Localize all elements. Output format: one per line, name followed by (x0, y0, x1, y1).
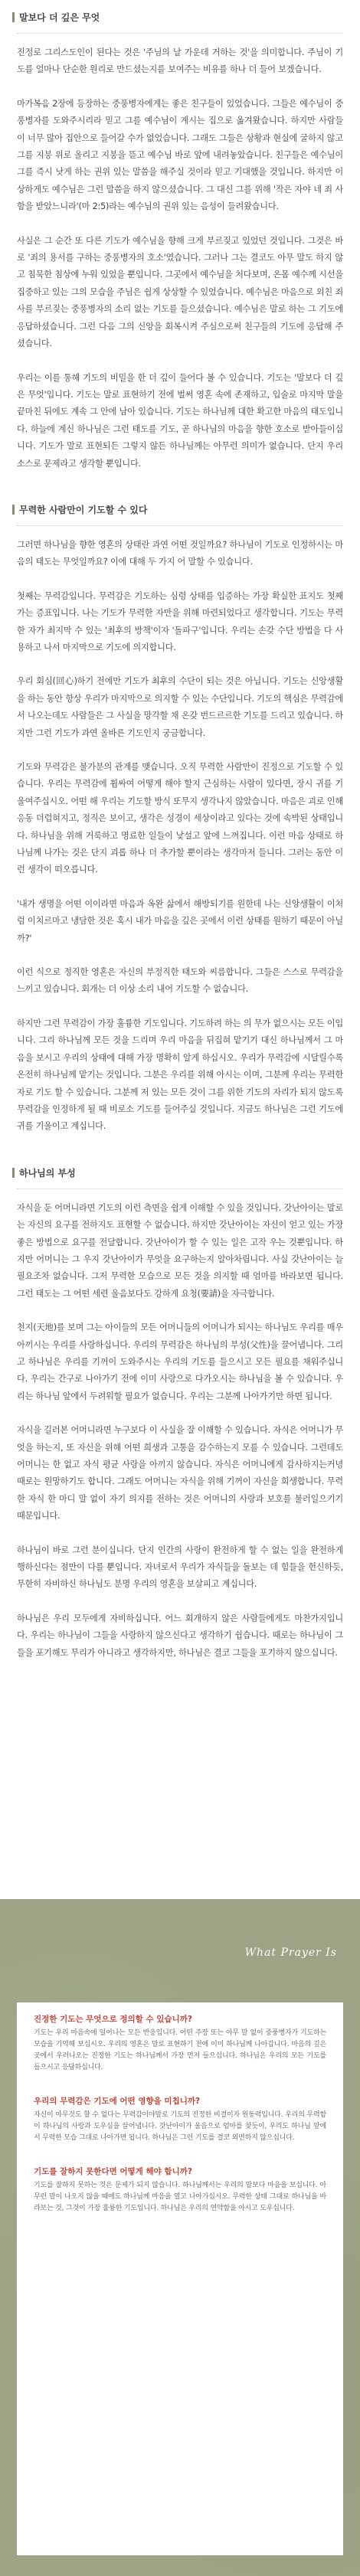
panel-banner (0, 1899, 360, 2002)
section-heading (12, 503, 343, 516)
panel-heading: What Prayer Is (244, 1947, 337, 1959)
faq-question: 우리의 무력감은 기도에 어떤 영향을 미칩니까? (34, 2097, 201, 2106)
faq-item (34, 2095, 326, 2144)
paragraph: 자식을 둔 어머니라면 기도의 이런 측면을 쉽게 이해할 수 있을 것입니다. 갓난아이는 말로는 자신의 요구를 전하지도 표현할 수 없습니다. 하지만 갓난아이는 자신이 얻고 있는 가장 좋은 방법으로 요구를 전달합니다. 갓난아이가 할 수 있는 일은 고작 우는 것뿐입니다. 하지만 어머니는 그 우지 갓난아이가 무엇을 요구하는지 알아차립니다. 사실 갓난아이는 늘 필요조차 없습니다. 그저 무력한 모습으로 모든 것을 의지할 때 엄마를 바라보면 됩니다. 그런 태도는 그 어떤 세련 울음보다도 강하게 요청(要請)을 자극합니다. (17, 1202, 343, 1299)
section-deeper-than-words (17, 11, 343, 472)
faq-question: 기도를 잘하지 못한다면 어떻게 해야 합니까? (34, 2167, 192, 2176)
section-heading-text: 무력한 사람만이 기도할 수 있다 (19, 504, 148, 515)
section-fatherhood-of-god (17, 1166, 343, 1662)
heading-bullet-icon (12, 1168, 15, 1178)
faq-answer: 자신이 아무것도 할 수 없다는 무력감이야말로 기도의 진정한 비결이자 원동력입니다. 우리의 무력함이 하나님의 사랑과 도우심을 끌어냅니다. 갓난아이가 울음으로 엄마를 찾듯이, 우리도 하나님 앞에서 무력한 모습 그대로 나아가면 됩니다. 하나님은 그런 기도를 결코 외면하지 않으십니다. (34, 2111, 326, 2142)
paragraph: 하지만 그런 무력감이 가장 훌륭한 기도입니다. 기도하려 하는 의 무가 없으시는 모든 이입니다. 그리 하나님께 모든 것을 드리며 우리 마음을 뒤집혀 맡기기 대신 하나님께서 그 마음을 보시고 우리의 상태에 대해 가장 명확히 알게 하십시오. 우리가 무력감에 시달릴수록 온전히 하나님께 맡기는 것입니다. 그분은 우리를 위해 아시는 이며, 그분께 우리는 무력한 자로 기도 할 수 있습니다. 그분께 저 있는 모든 것이 그를 위한 기도의 자리가 되지 않도록 무력감을 인정하게 될 때 비로소 기도를 들어주실 것입니다. 지금도 하나님은 그런 기도에 귀를 기울이고 계십니다. (17, 1018, 343, 1132)
heading-bullet-icon (12, 12, 15, 22)
paragraph: 진정로 그리스도인이 된다는 것은 '주님의 날 가운데 거하는 것'을 의미합니다. 주님이 기도를 얼마나 단순한 원리로 만드셨는지를 보여주는 비유를 하나 더 들어 보겠습니다. (17, 47, 343, 75)
faq-question: 진정한 기도는 무엇으로 정의할 수 있습니까? (34, 2015, 192, 2024)
faq-item (34, 2013, 326, 2074)
paragraph: 하나님은 우리 모두에게 자비하십니다. 어느 회개하지 않은 사람들에게도 마찬가지입니다. 우리는 하나님이 그들을 사랑하지 않으신다고 생각하기 쉽습니다. 때로는 하나님이 그들을 포기해도 무리가 아니라고 생각하지만, 하나님은 결코 그들을 포기하지 않으십니다. (17, 1613, 343, 1658)
paragraph: 자식을 길러본 어머니라면 누구보다 이 사실을 잘 이해할 수 있습니다. 자식은 어머니가 무엇을 하는지, 또 자신을 위해 어떤 희생과 고통을 감수하는지 모를 수 있습니다. 그런데도 어머니는 한 없고 자식 평균 사랑을 아끼지 않습니다. 자식은 어머니에게 감사하지는커녕 때로는 원망하기도 합니다. 그래도 어머니는 자식을 위해 기꺼이 자신을 희생합니다. 무력한 자식 한 마디 말 없이 자기 의지를 전하는 것은 어머니의 사랑과 보호를 불러일으키기 때문입니다. (17, 1425, 343, 1522)
paragraph: 그러면 하나님을 향한 영혼의 상태란 과연 어떤 것일까요? 하나님이 기도로 인정하시는 마음의 태도는 무엇일까요? 이에 대해 두 가지 어 말할 수 있습니다. (17, 539, 343, 567)
paragraph: 이런 식으로 정직한 영혼은 자신의 부정직한 태도와 씨름합니다. 그들은 스스로 무력감을 느끼고 있습니다. 회개는 더 이상 소리 내어 기도할 수 없습니다. (17, 967, 343, 995)
paragraph: 하나님이 바로 그런 분이십니다. 단지 인간의 사랑이 완전하게 할 수 없는 일을 완전하게 행하신다는 점만이 다를 뿐입니다. 자녀로서 우리가 자식들을 돌보는 데 힘들을 헌신하듯, 무한히 자비하신 하나님도 분명 우리의 영혼을 보살피고 계십니다. (17, 1545, 343, 1590)
section-heading-text: 말보다 더 깊은 무엇 (19, 12, 100, 23)
paragraph: 천지(天地)를 보며 그는 아이들의 모든 어머니들의 어머니가 되시는 하나님도 우리를 매우 아끼시는 우리를 사랑하십니다. 우리의 무력감은 하나님의 부성(父性)을 끌어냅니다. 그리고 하나님은 우리를 기꺼이 도와주시는 우리의 기도를 들으시고 모든 필요를 채워주십니다. 우리는 간구로 나아가기 전에 이미 사랑으로 다가오시는 하나님을 볼 수 있습니다. 우리는 하나님 앞에서 두려워할 필요가 없습니다. 우리는 그분께 나아가기만 하면 됩니다. (17, 1322, 343, 1401)
divider (17, 525, 343, 526)
paragraph: 우리 회심(回心)하기 전에만 기도가 최후의 수단이 되는 것은 아닙니다. 기도는 신앙생활을 하는 동안 항상 우리가 마지막으로 의지할 수 있는 수단입니다. 기도의 핵심은 무력감에서 나오는데도 사람들은 그 사실을 망각할 채 온갖 번드르르한 기도를 드리고 있습니다. 하지만 그런 기도가 과연 올바른 기도인지 궁금합니다. (17, 676, 343, 738)
divider (17, 1188, 343, 1189)
divider (17, 33, 343, 34)
faq-answer: 기도는 우리 마음속에 일어나는 모든 반응입니다. 어떤 주장 또는 아무 말 없이 중풍병자가 기도하는 모습을 기억해 보십시오. 우리의 영혼은 말로 표현하기 전에 이미 하나님께 나아갑니다. 마음의 깊은 곳에서 우러나오는 진정한 기도는 하나님께서 가장 먼저 들으십니다. 하나님은 우리의 모든 기도를 들으시고 응답하십니다. (34, 2029, 326, 2071)
faq-card (17, 2002, 343, 2555)
heading-bullet-icon (12, 505, 15, 515)
summary-panel (0, 1899, 360, 2576)
section-only-the-helpless (17, 503, 343, 1136)
paragraph: 마가복음 2장에 등장하는 중풍병자에게는 좋은 친구들이 있었습니다. 그들은 예수님이 중풍병자를 도와주시리라 믿고 그를 예수님이 계시는 집으로 옮겨왔습니다. 하지만 사람들이 너무 많아 집안으로 들어갈 수가 없었습니다. 그래도 그들은 상황과 현실에 굴하지 않고 그를 지붕 위로 올리고 지붕을 뜯고 예수님 바로 앞에 내려놓았습니다. 친구들은 예수님이 그를 즉시 낫게 하는 권위 있는 말씀을 해주실 것이라 믿고 기대했을 것입니다. 하지만 이상하게도 예수님은 그런 말씀을 하지 않으셨습니다. 그 대신 그를 위해 '작은 자야 네 죄 사함을 받았느니라'(마 2:5)라는 예수님의 권위 있는 음성이 들려왔습니다. (17, 98, 343, 212)
paragraph: 우리는 이를 통해 기도의 비밀을 한 더 깊이 들어다 볼 수 있습니다. 기도는 '말보다 더 깊은 무엇'입니다. 기도는 말로 표현하기 전에 벌써 영혼 속에 존재하고, 입술로 마지막 말을 끝마친 뒤에도 계속 그 안에 남아 있습니다. 기도는 하나님께 대한 확고한 마음의 태도입니다. 하늘에 계신 하나님은 그런 태도를 기도, 곧 하나님의 마음을 향한 호소로 받아들이십니다. 기도가 말로 표현되든 그렇지 않든 하나님께는 아무런 의미가 없습니다. 단지 우리 소스로 문제라고 생각할 뿐입니다. (17, 372, 343, 469)
section-heading-text: 하나님의 부성 (19, 1167, 76, 1178)
paragraph: 첫째는 무력감입니다. 무력감은 기도하는 심령 상태를 입증하는 가장 확실한 표지도 첫째가는 증표입니다. 나는 기도가 무력한 자만을 위해 마련되었다고 생각합니다. 기도는 무력한 자가 최지막 수 있는 '최후의 방책'이자 '돌파구'입니다. 우리는 손갖 수단 방법을 다 사용하고 나서 마지막으로 기도에 의지합니다. (17, 590, 343, 652)
section-heading (12, 11, 343, 24)
section-heading (12, 1166, 343, 1179)
paragraph: 사실은 그 순간 또 다른 기도가 예수님을 향해 크게 부르짖고 있었던 것입니다. 그것은 바로 '죄의 용서를 구하는 중풍병자의 호소'였습니다. 그러나 그는 결코도 아무 말도 하지 않고 침묵한 침상에 누워 있었을 뿐입니다. 그곳에서 예수님을 처다보며, 온몸 예수께 시선을 집중하고 있는 그의 모습을 주님은 쉽게 상상할 수 있었습니다. 예수님은 마음으로 외친 죄 사를 부르짖는 중풍병자의 소리 없는 기도를 들으셨습니다. 예수님은 말로 하는 그 기도에 응답하셨습니다. 그런 다음 그의 신앙을 회복시켜 주심으로써 친구들의 기도에 응답해 주셨습니다. (17, 235, 343, 349)
paragraph: '내가 생명을 어떤 이이라면 마음과 옥완 삶에서 해방되기를 원한데 나는 신앙생활이 이처럼 이치르마고 냉담한 것은 혹시 내가 마음을 깊은 곳에서 이런 상태를 원하기 때문이 아닐까?' (17, 898, 343, 943)
paragraph: 기도와 무력감은 불가분의 관계를 맺습니다. 오직 무력한 사람만이 진정으로 기도할 수 있습니다. 우리는 무력감에 휩싸여 어떻게 해야 할지 근심하는 사람이 있다면, 장시 귀를 기울여주십시오. 어떤 해 우리는 기도할 방식 또무지 생각나지 않았습니다. 마음은 괴로 인해 응동 더럽혀지고, 정직은 보이고, 생각은 성경이 세상이라고 있다는 것에 속박된 상태입니다. 하나님을 위해 거룩하고 명료한 일들이 낯설고 앞에 느껴집니다. 이런 마음 상태로 하나님께 나가는 것은 단지 괴롭 하나 더 추가할 뿐이라는 생각마저 들니다. 그러는 동안 이런 생각이 떠오릅니다. (17, 762, 343, 875)
faq-answer: 기도를 잘하지 못하는 것은 문제가 되지 않습니다. 하나님께서는 우리의 말보다 마음을 보십니다. 아무런 말이 나오지 않을 때에도 하나님께 마음을 열고 나아가십시오. 무력한 상태 그대로 하나님을 바라보는 것, 그것이 가장 훌륭한 기도입니다. 하나님은 우리의 연약함을 아시고 도우십니다. (34, 2182, 326, 2212)
faq-item (34, 2166, 326, 2215)
